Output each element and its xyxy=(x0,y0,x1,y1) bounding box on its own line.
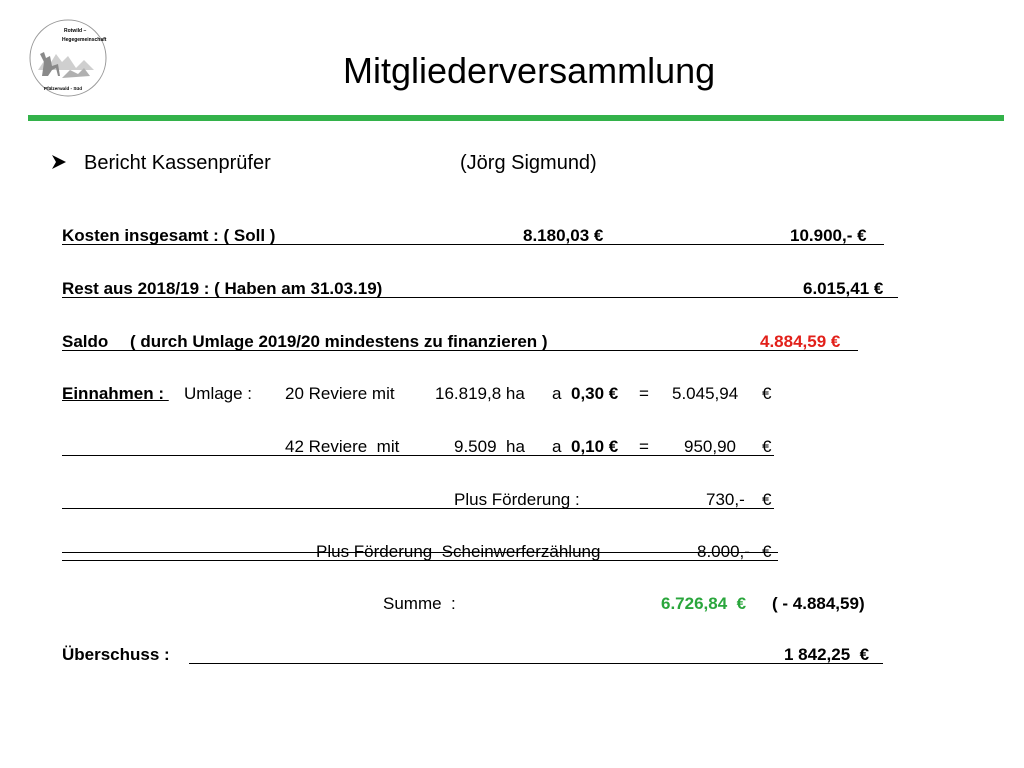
kosten-value-ist: 8.180,03 € xyxy=(523,226,604,245)
einnahmen-currency: € xyxy=(762,384,772,403)
rest-label: Rest aus 2018/19 : ( Haben am 31.03.19) xyxy=(62,279,383,298)
einnahmen-eq: = xyxy=(639,384,649,403)
arrow-bullet-icon xyxy=(50,153,68,171)
logo-line2: Hegegemeinschaft xyxy=(62,37,107,43)
einnahmen-amount: 5.045,94 xyxy=(672,384,739,403)
ueberschuss-underline xyxy=(189,663,883,664)
saldo-description: ( durch Umlage 2019/20 mindestens zu finanzieren ) xyxy=(130,332,548,351)
foerderung-currency: € xyxy=(762,490,772,509)
einnahmen-a: a xyxy=(552,384,562,403)
foerderung-label: Plus Förderung : xyxy=(454,490,580,509)
bullet-heading: Bericht Kassenprüfer xyxy=(84,152,271,174)
scheinwerfer-amount: 8.000,- xyxy=(697,542,750,561)
foerderung-underline xyxy=(62,508,774,509)
einnahmen-umlage: Umlage : xyxy=(184,384,253,403)
title-divider xyxy=(28,115,1004,121)
logo-line1: Rotwild – xyxy=(64,28,87,34)
einnahmen-label: Einnahmen : xyxy=(62,384,169,403)
einnahmen-ha: 16.819,8 ha xyxy=(435,384,525,403)
page-title: Mitgliederversammlung xyxy=(343,50,716,91)
scheinwerfer-label: Plus Förderung Scheinwerferzählung xyxy=(316,542,601,561)
kosten-value-soll: 10.900,- € xyxy=(790,226,867,245)
reviere42-amount: 950,90 xyxy=(684,437,736,456)
summe-note: ( - 4.884,59) xyxy=(772,594,865,613)
reviere42-ha: 9.509 ha xyxy=(454,437,525,456)
reviere42-eq: = xyxy=(639,437,649,456)
kosten-label: Kosten insgesamt : ( Soll ) xyxy=(62,226,276,245)
saldo-value: 4.884,59 € xyxy=(760,332,841,351)
rest-value: 6.015,41 € xyxy=(803,279,884,298)
bullet-person: (Jörg Sigmund) xyxy=(460,152,597,174)
ueberschuss-value: 1 842,25 € xyxy=(784,645,870,664)
summe-value: 6.726,84 € xyxy=(661,594,747,613)
hegegemeinschaft-logo xyxy=(28,18,108,98)
logo-line3: Pfälzerwald - Süd xyxy=(44,86,83,91)
reviere42-currency: € xyxy=(762,437,772,456)
saldo-label: Saldo xyxy=(62,332,109,351)
reviere42-a: a xyxy=(552,437,562,456)
einnahmen-reviere: 20 Reviere mit xyxy=(285,384,395,403)
scheinwerfer-currency: € xyxy=(762,542,772,561)
ueberschuss-label: Überschuss : xyxy=(62,645,170,664)
einnahmen-rate: 0,30 € xyxy=(571,384,619,403)
reviere42-underline xyxy=(62,455,774,456)
summe-label: Summe : xyxy=(383,594,456,613)
reviere42-rate: 0,10 € xyxy=(571,437,619,456)
reviere42-reviere: 42 Reviere mit xyxy=(285,437,400,456)
foerderung-amount: 730,- xyxy=(706,490,745,509)
